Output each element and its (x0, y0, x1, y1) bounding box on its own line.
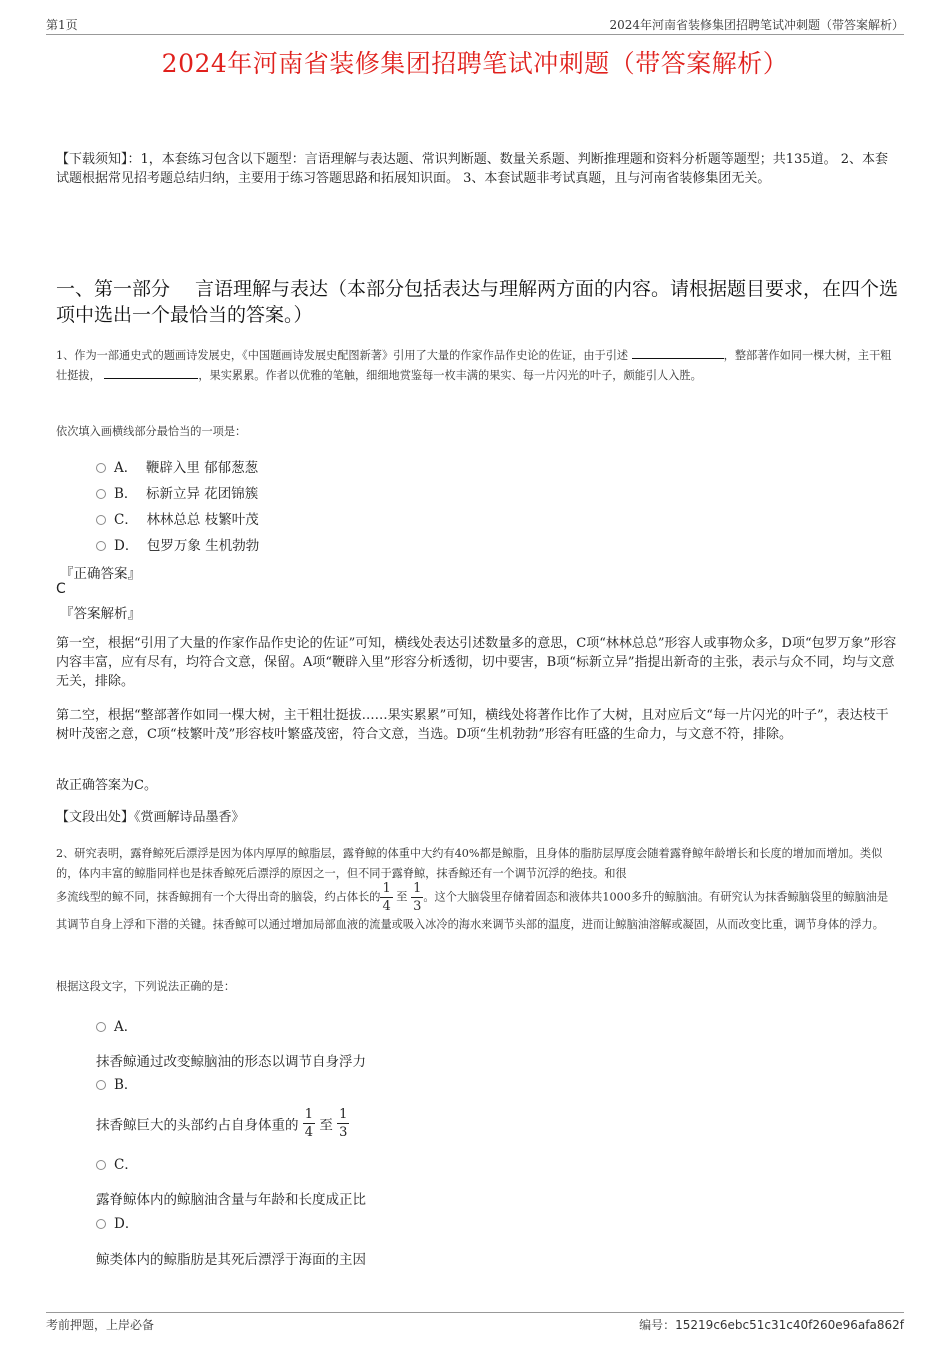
page-footer (46, 1312, 904, 1335)
radio-icon[interactable] (96, 1219, 106, 1229)
correct-answer-label: 『正确答案』 (60, 566, 141, 582)
radio-icon[interactable] (96, 541, 106, 551)
fraction-one-third: $\frac{1}{3}$ (339, 1107, 348, 1140)
fraction-one-quarter: $\frac{1}{4}$ (382, 881, 391, 914)
q2-option-d-text: 鲸类体内的鲸脂肪是其死后漂浮于海面的主因 (96, 1252, 366, 1268)
question-1-text: 1、作为一部通史式的题画诗发展史，《中国题画诗发展史配图新著》引用了大量的作家作品作史论的佐证，由于引述 ，整部著作如同一棵大树，主干粗壮挺拔， ，果实累累。作者以优雅的笔触，细细地赏鉴每一枚丰满的果实、每一片闪光的叶子，颇能引人入胜。 (56, 346, 898, 386)
question-2-text-part1: 2、研究表明，露脊鲸死后漂浮是因为体内厚厚的鲸脂层，露脊鲸的体重中大约有40%都是鲸脂，且身体的脂肪层厚度会随着露脊鲸年龄增长和长度的增加而增加。类似的，体内丰富的鲸脂同样也是抹香鲸死后漂浮的原因之一，但不同于露脊鲸，抹香鲸还有一个调节沉浮的绝技。和很 (56, 847, 883, 880)
question-2-text-part2: 多流线型的鲸不同，抹香鲸拥有一个大得出奇的脑袋，约占体长的 $\frac{1}{4}$ 至 $\frac{1}{3}$ 。这个大脑袋里存储着固态和液体共1000多升的鲸脑油。有研究认为抹香鲸脑袋里的鲸脑油是其调节自身上浮和下潜的关键。抹香鲸可以通过增加局部血液的流量或吸入冰冷的海水来调节头部的温度，进而让鲸脑油溶解或凝固，从而改变比重，调节身体的浮力。 (56, 881, 889, 931)
q2-option-a-text: 抹香鲸通过改变鲸脑油的形态以调节自身浮力 (96, 1054, 366, 1070)
page-header (46, 14, 904, 35)
q2-option-c-text: 露脊鲸体内的鲸脑油含量与年龄和长度成正比 (96, 1192, 366, 1208)
answer-blank-1 (632, 346, 724, 359)
section-heading: 一、第一部分 言语理解与表达（本部分包括表达与理解两方面的内容。请根据题目要求，在四个选项中选出一个最恰当的答案。） (56, 278, 899, 326)
q1-option-b[interactable]: B． 标新立异 花团锦簇 (96, 482, 258, 502)
analysis-paragraph-2: 第二空，根据“整部著作如同一棵大树，主干粗壮挺拔……果实累累”可知，横线处将著作比作了大树，且对应后文“每一片闪光的叶子”，表达枝干树叶茂密之意，C项“枝繁叶茂”形容枝叶繁盛茂密，符合文意，当选。D项“生机勃勃”形容有旺盛的生命力，与文意不符，排除。 (56, 708, 889, 742)
q2-option-b-text: 抹香鲸巨大的头部约占自身体重的 $\frac{1}{4}$ 至 $\frac{1}{3}$ (96, 1107, 348, 1140)
header-doc-title: 2024年河南省装修集团招聘笔试冲刺题（带答案解析） (609, 18, 904, 32)
analysis-paragraph-1: 第一空，根据“引用了大量的作家作品作史论的佐证”可知，横线处表达引述数量多的意思，C项“林林总总”形容人或事物众多，D项“包罗万象”形容内容丰富，应有尽有，均符合文意，保留。A项“鞭辟入里”形容分析透彻，切中要害，B项“标新立异”指提出新奇的主张，表示与众不同，均与文意无关，排除。 (56, 636, 897, 689)
q2-option-d[interactable]: D． (96, 1212, 138, 1232)
fraction-one-third: $\frac{1}{3}$ (413, 881, 422, 914)
page-number: 第1页 (46, 18, 78, 32)
radio-icon[interactable] (96, 1022, 106, 1032)
q2-option-c[interactable]: C． (96, 1153, 138, 1173)
document-title: 2024年河南省装修集团招聘笔试冲刺题（带答案解析） (161, 49, 789, 78)
q1-option-c[interactable]: C． 林林总总 枝繁叶茂 (96, 508, 259, 528)
answer-blank-2 (104, 366, 198, 379)
correct-answer: C (56, 581, 66, 597)
radio-icon[interactable] (96, 1160, 106, 1170)
radio-icon[interactable] (96, 515, 106, 525)
q2-option-b[interactable]: B． (96, 1073, 137, 1093)
q2-option-a[interactable]: A． (96, 1015, 137, 1035)
question-1-prompt: 依次填入画横线部分最恰当的一项是： (56, 425, 247, 438)
q1-option-a[interactable]: A． 鞭辟入里 郁郁葱葱 (96, 456, 258, 476)
q1-option-d[interactable]: D． 包罗万象 生机勃勃 (96, 534, 259, 554)
question-2-prompt: 根据这段文字，下列说法正确的是： (56, 980, 236, 993)
analysis-label: 『答案解析』 (60, 606, 141, 622)
radio-icon[interactable] (96, 463, 106, 473)
footer-slogan: 考前押题，上岸必备 (46, 1318, 155, 1332)
fraction-one-quarter: $\frac{1}{4}$ (304, 1107, 314, 1140)
radio-icon[interactable] (96, 489, 106, 499)
radio-icon[interactable] (96, 1080, 106, 1090)
download-notice: 【下载须知】：1，本套练习包含以下题型：言语理解与表达题、常识判断题、数量关系题、判断推理题和资料分析题等题型；共135道。 2、本套试题根据常见招考题总结归纳，主要用于练习答题思路和拓展知识面。 3、本套试题非考试真题，且与河南省装修集团无关。 (56, 152, 888, 186)
analysis-conclusion: 故正确答案为C。 (56, 778, 157, 793)
document-code: 编号：15219c6ebc51c31c40f260e96afa862f (639, 1318, 904, 1332)
text-source: 【文段出处】《赏画解诗品墨香》 (56, 810, 245, 825)
